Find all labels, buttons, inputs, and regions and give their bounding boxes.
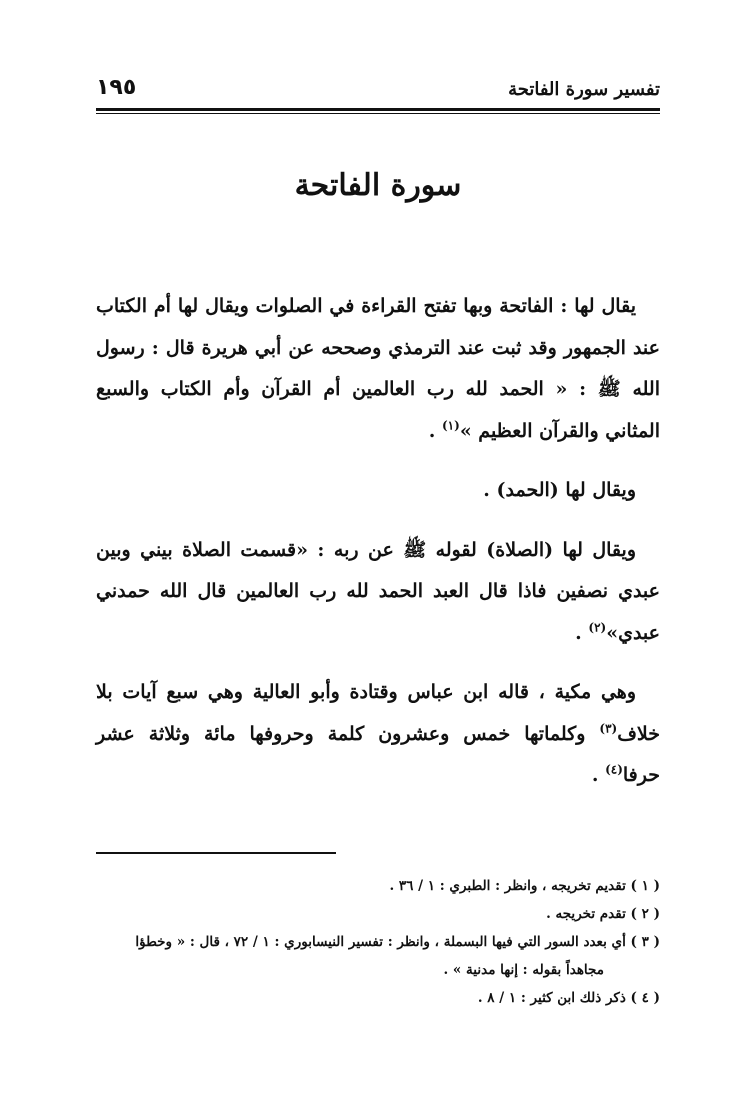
page-number: ١٩٥	[96, 75, 137, 100]
running-head	[96, 64, 660, 100]
paragraph-salah	[96, 530, 660, 655]
paragraph-1-text: يقال لها : الفاتحة وبها تفتح القراءة في الصلوات ويقال لها أم الكتاب عند الجمهور وقد ثبت عند الترمذي وصححه عن أبي هريرة قال : رسول الله ﷺ : « الحمد لله رب العالمين أم القرآن وأم الكتاب والسبع المثاني والقرآن العظيم »	[96, 295, 660, 442]
footnote-3: ( ٣ ) أي بعدد السور التي فيها البسملة ، وانظر : تفسير النيسابوري : ١ / ٧٢ ، قال : « وخطؤا	[135, 934, 660, 950]
paragraph-names	[96, 286, 660, 452]
sentence-end: .	[428, 419, 442, 442]
paragraph-alhamd	[96, 470, 660, 512]
footnote-1: ( ١ ) تقديم تخريجه ، وانظر : الطبري : ١ / ٣٦ .	[389, 878, 660, 894]
footnote-4: ( ٤ ) ذكر ذلك ابن كثير : ١ / ٨ .	[477, 990, 660, 1006]
footnote-2: ( ٢ ) تقدم تخريجه .	[546, 906, 660, 922]
footnote-marker-2: (٢)	[588, 620, 607, 635]
sentence-end: .	[575, 621, 589, 644]
paragraph-2-text: ويقال لها (الحمد) .	[483, 479, 636, 501]
surah-title: سورة الفاتحة	[294, 168, 462, 203]
paragraph-3-text: ويقال لها (الصلاة) لقوله ﷺ عن ربه : «قسمت الصلاة بيني وبين عبدي نصفين فاذا قال العبد الحمد لله رب العالمين قال الله حمدني عبدي»	[96, 538, 660, 644]
sentence-end: .	[591, 764, 606, 786]
running-title: تفسير سورة الفاتحة	[508, 79, 660, 100]
footnotes	[96, 872, 660, 1012]
body-text	[96, 286, 660, 797]
footnote-marker-1: (١)	[441, 418, 460, 433]
footnote-marker-4: (٤)	[605, 762, 623, 777]
paragraph-makki	[96, 672, 660, 797]
header-rule	[96, 108, 660, 114]
paragraph-4-text: وهي مكية ، قاله ابن عباس وقتادة وأبو العالية وهي سبع آيات بلا خلاف	[96, 681, 660, 745]
footnote-rule	[96, 852, 336, 854]
footnote-3-continuation: مجاهداً بقوله : إنها مدنية » .	[443, 962, 604, 978]
footnote-marker-3: (٣)	[599, 721, 618, 736]
paragraph-5-text: وكلماتها خمس وعشرون كلمة وحروفها مائة وثلاثة عشر حرفا	[96, 722, 660, 786]
